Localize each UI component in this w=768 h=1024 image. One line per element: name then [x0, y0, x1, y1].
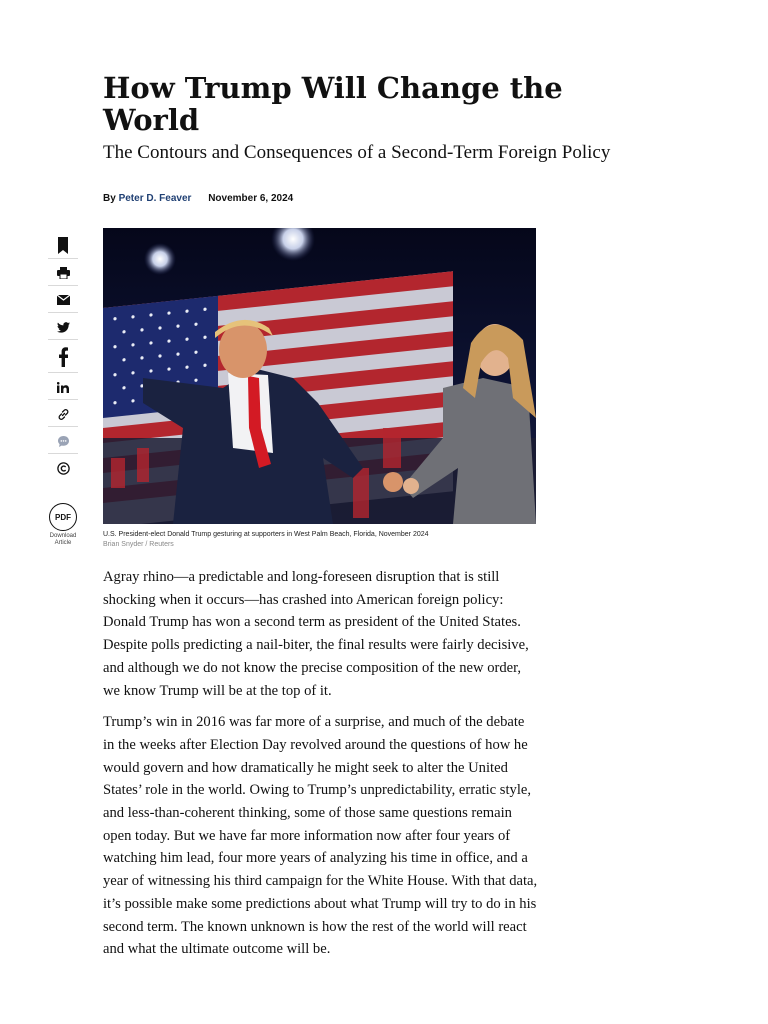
pdf-icon[interactable]: PDF	[49, 503, 77, 531]
bookmark-button[interactable]	[48, 232, 78, 259]
twitter-icon	[57, 322, 70, 333]
paragraph: Trump’s win in 2016 was far more of a surprise, and much of the debate in the weeks after Election Day revolved around the questions of how he would govern and how dramatically he might seek to alter the United States’ role in the world. Owing to Trump’s unpredictability, erratic style, and less-than-coherent thinking, some of those same questions remain open today. But we have far more information now after four years of watching him lead, four more years of analyzing his time in office, and a year of witnessing his third campaign for the White House. With that data, it’s possible make some predictions about what Trump will try to do in his second term. The known unknown is how the rest of the world will react and what the ultimate outcome will be.	[103, 714, 538, 958]
email-button[interactable]	[48, 288, 78, 313]
bookmark-icon	[57, 237, 69, 254]
image-credit: Brian Snyder / Reuters	[103, 541, 174, 548]
byline	[103, 193, 293, 204]
image-caption: U.S. President-elect Donald Trump gesturing at supporters in West Palm Beach, Florida, November 2024	[103, 531, 429, 538]
hero-image	[103, 228, 536, 524]
paragraph: Agray rhino—a predictable and long-foreseen disruption that is still shocking when it occurs—has crashed into American foreign policy: Donald Trump has won a second term as president of the United States. Despite polls predicting a nail-biter, the final results were fairly decisive, and although we do not know the precise composition of the new order, we know Trump will be at the top of it.	[103, 569, 529, 699]
email-icon	[57, 295, 70, 305]
author-link[interactable]: Peter D. Feaver	[118, 193, 192, 204]
byline-prefix: By	[103, 193, 116, 204]
print-button[interactable]	[48, 261, 78, 286]
pdf-caption: Download Article	[49, 533, 77, 546]
hero-photo	[103, 228, 536, 524]
share-rail	[48, 232, 78, 482]
link-icon	[57, 408, 70, 421]
permissions-button[interactable]	[48, 456, 78, 480]
print-icon	[57, 267, 70, 279]
article-title: How Trump Will Change the World	[103, 71, 563, 137]
comment-icon	[57, 435, 70, 448]
article-body	[103, 566, 538, 970]
copy-link-button[interactable]	[48, 402, 78, 427]
twitter-button[interactable]	[48, 315, 78, 340]
article-subtitle: The Contours and Consequences of a Second-Term Foreign Policy	[103, 142, 611, 163]
publish-date: November 6, 2024	[208, 193, 294, 204]
copyright-icon	[57, 462, 70, 475]
linkedin-button[interactable]	[48, 375, 78, 400]
comment-button[interactable]	[48, 429, 78, 454]
facebook-icon	[59, 347, 68, 367]
download-pdf[interactable]	[47, 503, 79, 547]
facebook-button[interactable]	[48, 342, 78, 373]
linkedin-icon	[57, 382, 69, 393]
